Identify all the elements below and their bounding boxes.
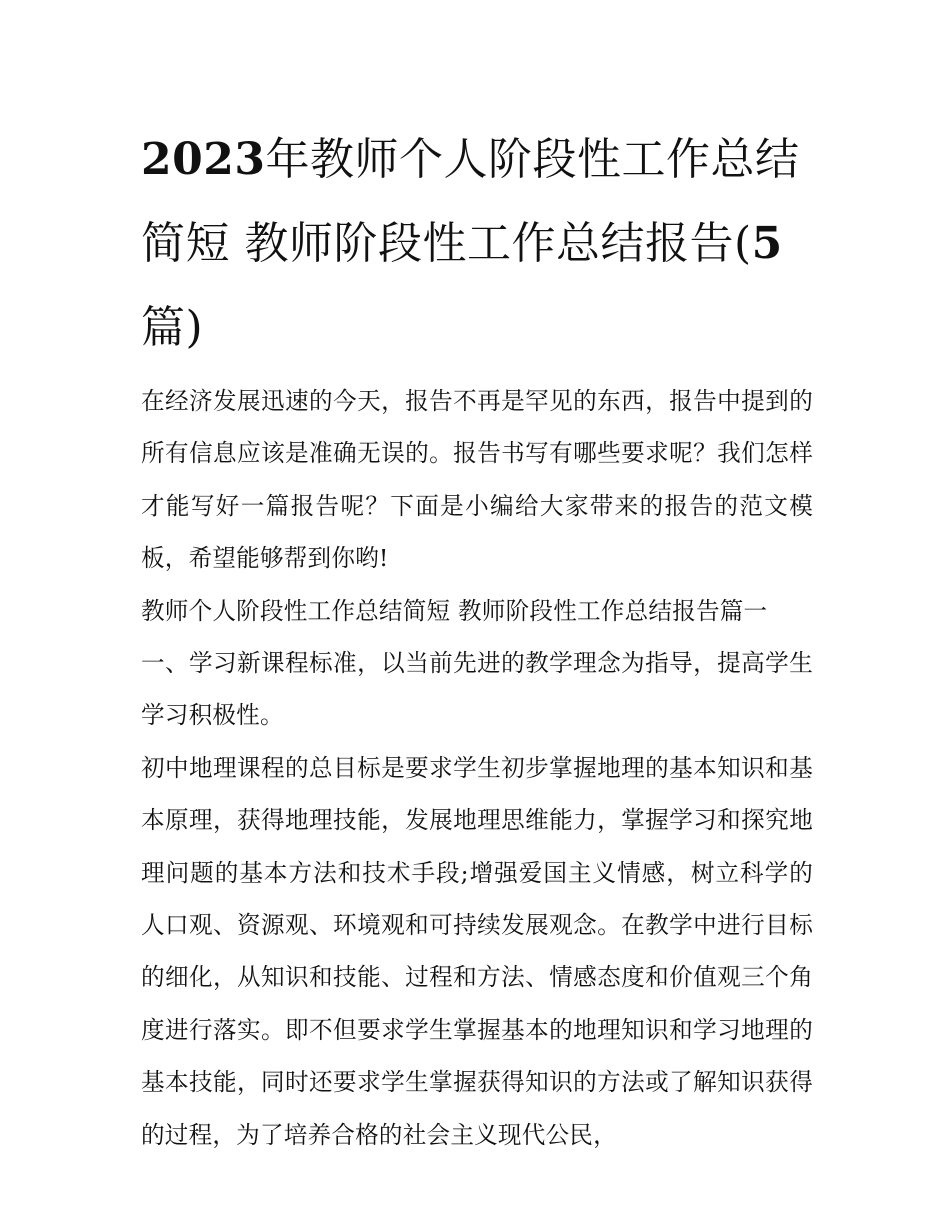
title-text: 年教师个人阶段性工作总结简短 教师阶段性工作总结报告(: [141, 134, 800, 269]
paragraph-intro: 在经济发展迅速的今天，报告不再是罕见的东西，报告中提到的所有信息应该是准确无误的。报告书写有哪些要求呢？我们怎样才能写好一篇报告呢？下面是小编给大家带来的报告的范文模板，希望能够帮到你哟!: [141, 387, 813, 573]
title-count: 5: [751, 218, 783, 269]
document-title: [141, 118, 813, 370]
document-body: [141, 375, 813, 1161]
paragraph-section-heading: 教师个人阶段性工作总结简短 教师阶段性工作总结报告篇一: [141, 596, 768, 625]
document-page: [141, 118, 813, 1161]
title-year: 2023: [141, 134, 266, 185]
title-text-end: 篇): [141, 302, 204, 353]
paragraph-body: 初中地理课程的总目标是要求学生初步掌握地理的基本知识和基本原理，获得地理技能，发展地理思维能力，掌握学习和探究地理问题的基本方法和技术手段;增强爱国主义情感，树立科学的人口观、资源观、环境观和可持续发展观念。在教学中进行目标的细化，从知识和技能、过程和方法、情感态度和价值观三个角度进行落实。即不但要求学生掌握基本的地理知识和学习地理的基本技能，同时还要求学生掌握获得知识的方法或了解知识获得的过程，为了培养合格的社会主义现代公民，: [141, 753, 813, 1149]
paragraph-point-one: 一、学习新课程标准，以当前先进的教学理念为指导，提高学生学习积极性。: [141, 649, 813, 730]
